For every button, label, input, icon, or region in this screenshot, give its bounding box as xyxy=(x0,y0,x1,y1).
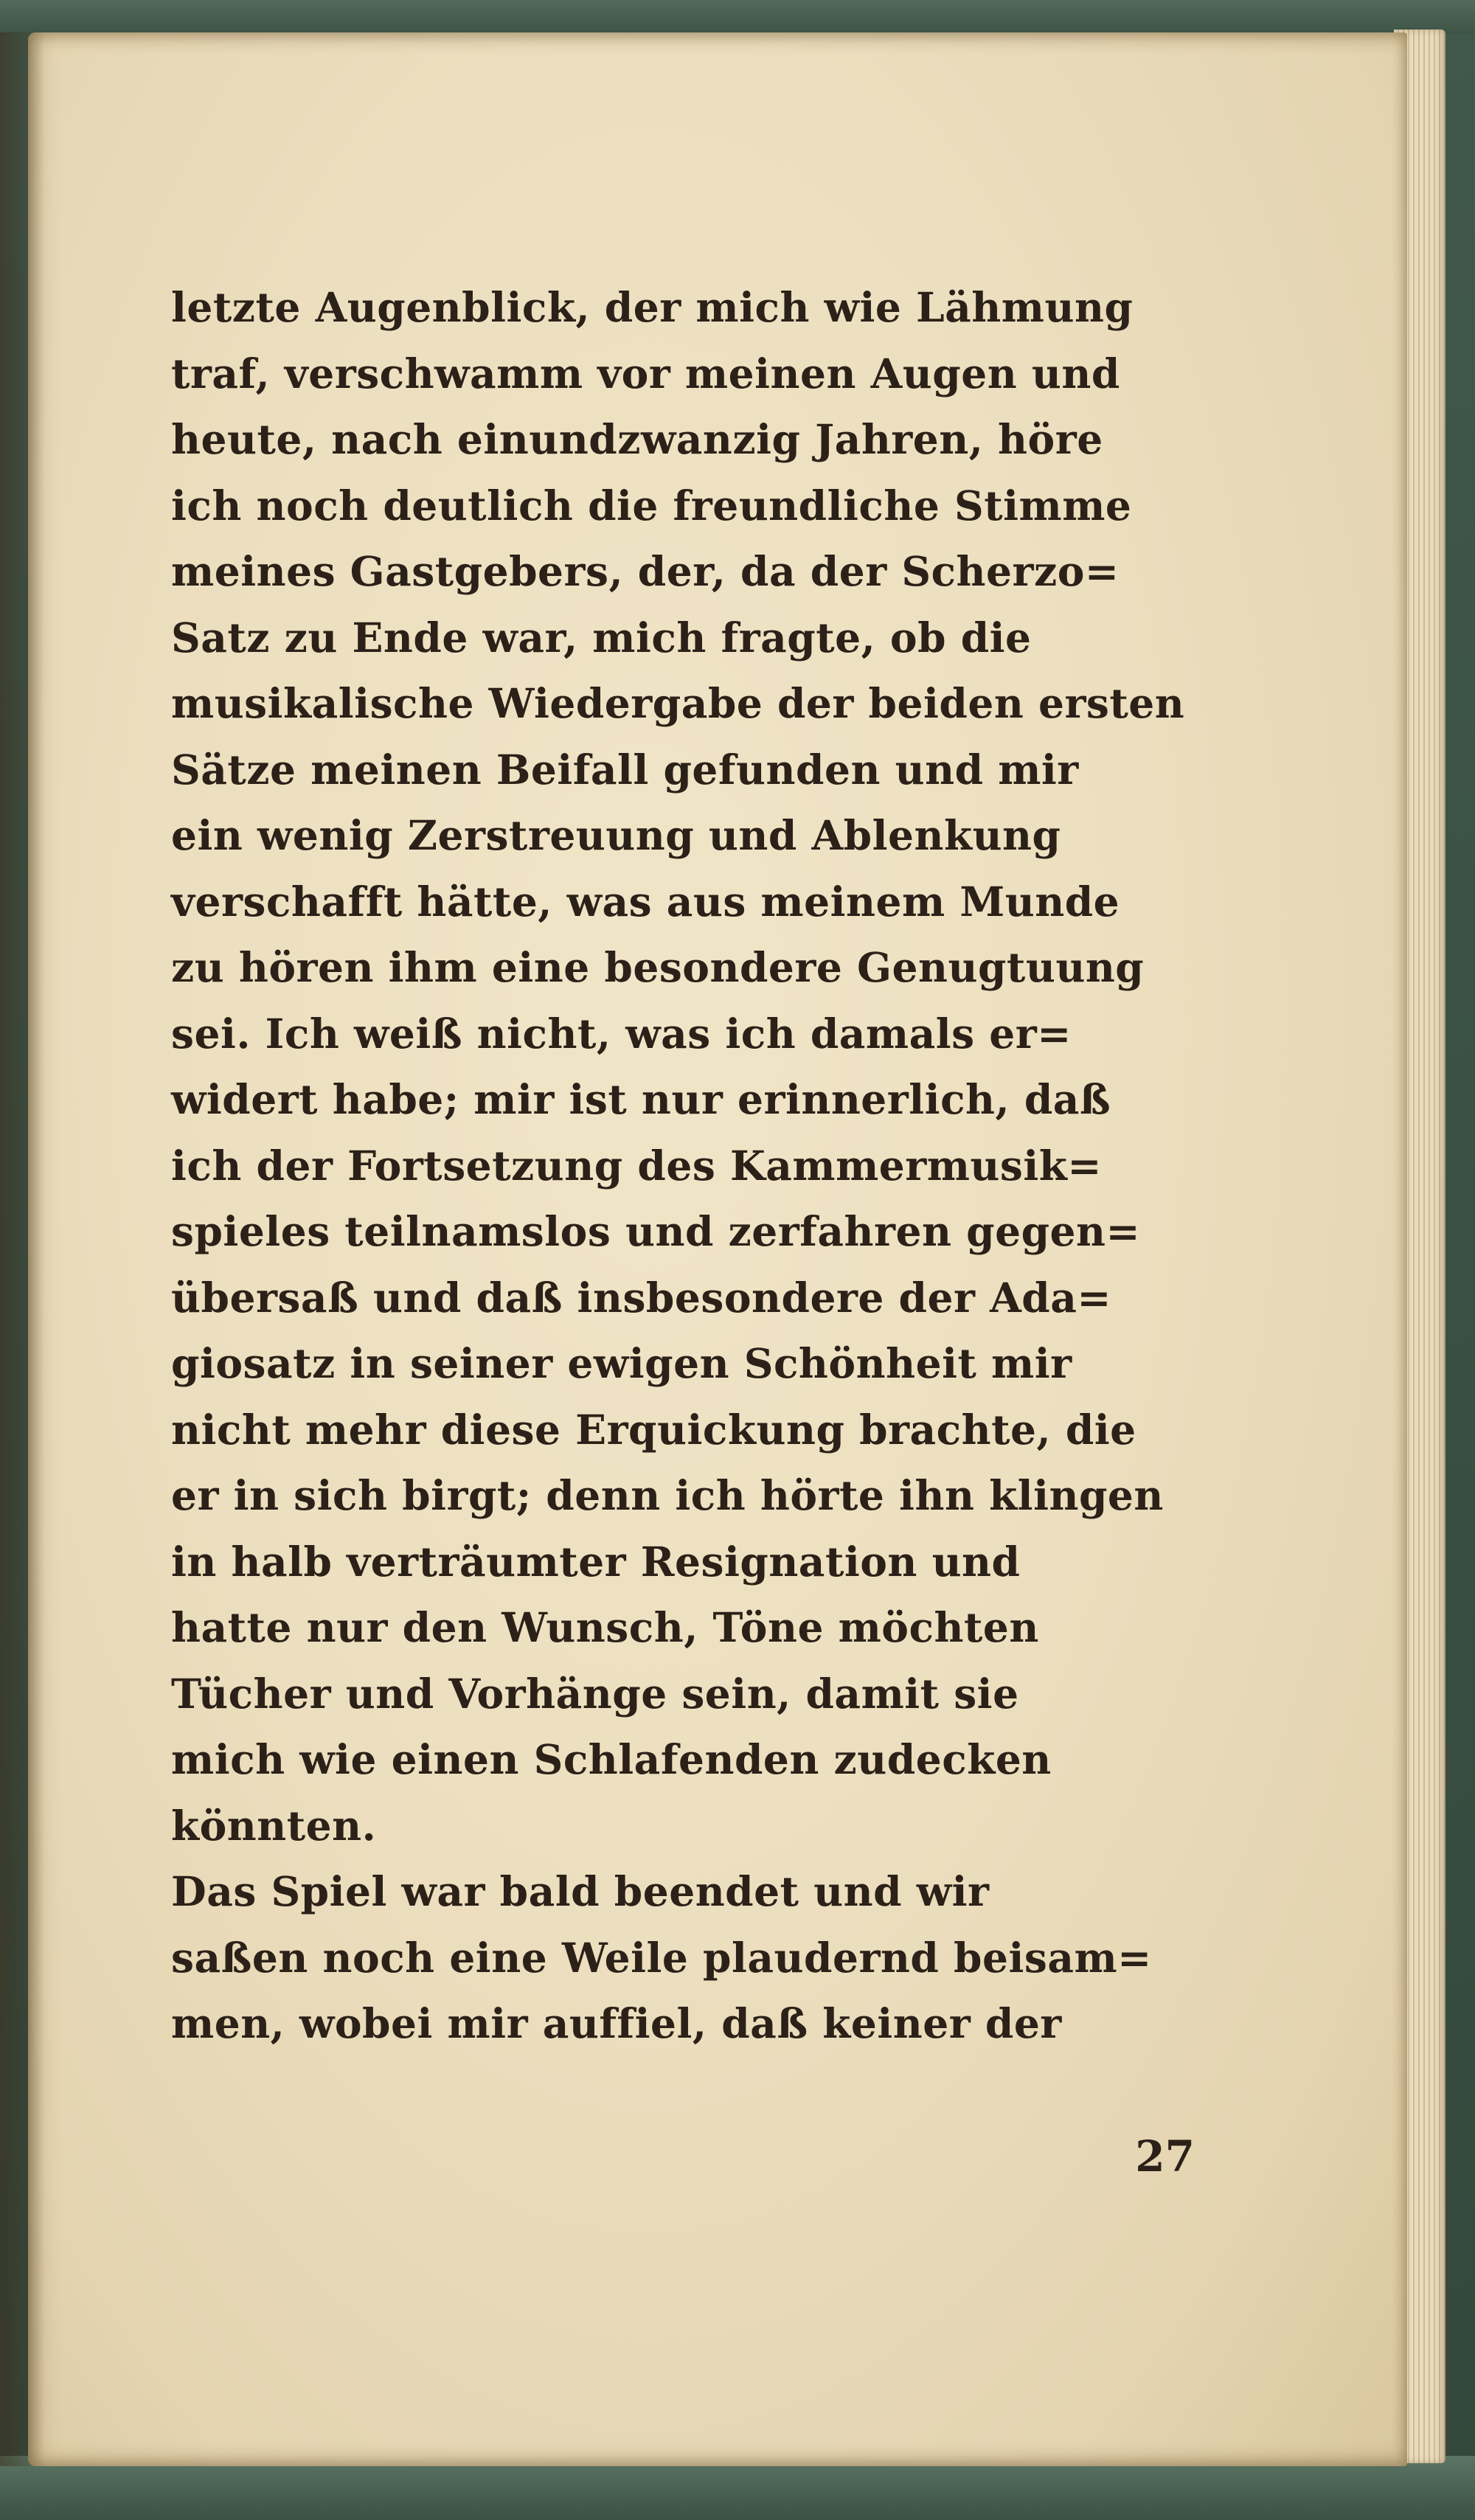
text-line: Das Spiel war bald beendet und wir xyxy=(171,1867,990,1915)
text-line: ich noch deutlich die freundliche Stimme xyxy=(171,481,1132,530)
text-line: heute, nach einundzwanzig Jahren, höre xyxy=(171,415,1103,463)
text-line: Satz zu Ende war, mich fragte, ob die xyxy=(171,613,1032,662)
book-cover-top-edge xyxy=(0,0,1475,34)
spine-shadow xyxy=(0,32,44,2466)
page-text xyxy=(171,274,1189,2057)
text-line: mich wie einen Schlafenden zudecken xyxy=(171,1735,1052,1783)
text-line: ein wenig Zerstreuung und Ablenkung xyxy=(171,811,1061,859)
text-line: nicht mehr diese Erquickung brachte, die xyxy=(171,1405,1136,1454)
text-line: Tücher und Vorhänge sein, damit sie xyxy=(171,1669,1019,1718)
text-line: widert habe; mir ist nur erinnerlich, daß xyxy=(171,1075,1111,1123)
text-line: Sätze meinen Beifall gefunden und mir xyxy=(171,745,1079,794)
text-line: meines Gastgebers, der, da der Scherzo= xyxy=(171,547,1120,595)
text-line: saßen noch eine Weile plaudernd beisam= xyxy=(171,1933,1152,1982)
text-line: übersaß und daß insbesondere der Ada= xyxy=(171,1273,1111,1322)
text-line: traf, verschwamm vor meinen Augen und xyxy=(171,349,1120,398)
text-line: zu hören ihm eine besondere Genugtuung xyxy=(171,943,1145,991)
page-number: 27 xyxy=(1135,2131,1195,2181)
text-line: er in sich birgt; denn ich hörte ihn klingen xyxy=(171,1471,1164,1519)
text-line: ich der Fortsetzung des Kammermusik= xyxy=(171,1141,1102,1190)
text-line: sei. Ich weiß nicht, was ich damals er= xyxy=(171,1009,1072,1058)
text-line: spieles teilnamslos und zerfahren gegen= xyxy=(171,1207,1141,1255)
text-line: verschafft hätte, was aus meinem Munde xyxy=(171,877,1120,926)
text-line: könnten. xyxy=(171,1801,377,1850)
text-line: letzte Augenblick, der mich wie Lähmung xyxy=(171,283,1134,331)
text-line: in halb verträumter Resignation und xyxy=(171,1537,1021,1586)
text-line: hatte nur den Wunsch, Töne möchten xyxy=(171,1603,1039,1651)
text-line: musikalische Wiedergabe der beiden ersten xyxy=(171,679,1185,727)
text-line: men, wobei mir auffiel, daß keiner der xyxy=(171,1999,1062,2047)
text-line: giosatz in seiner ewigen Schönheit mir xyxy=(171,1339,1072,1387)
